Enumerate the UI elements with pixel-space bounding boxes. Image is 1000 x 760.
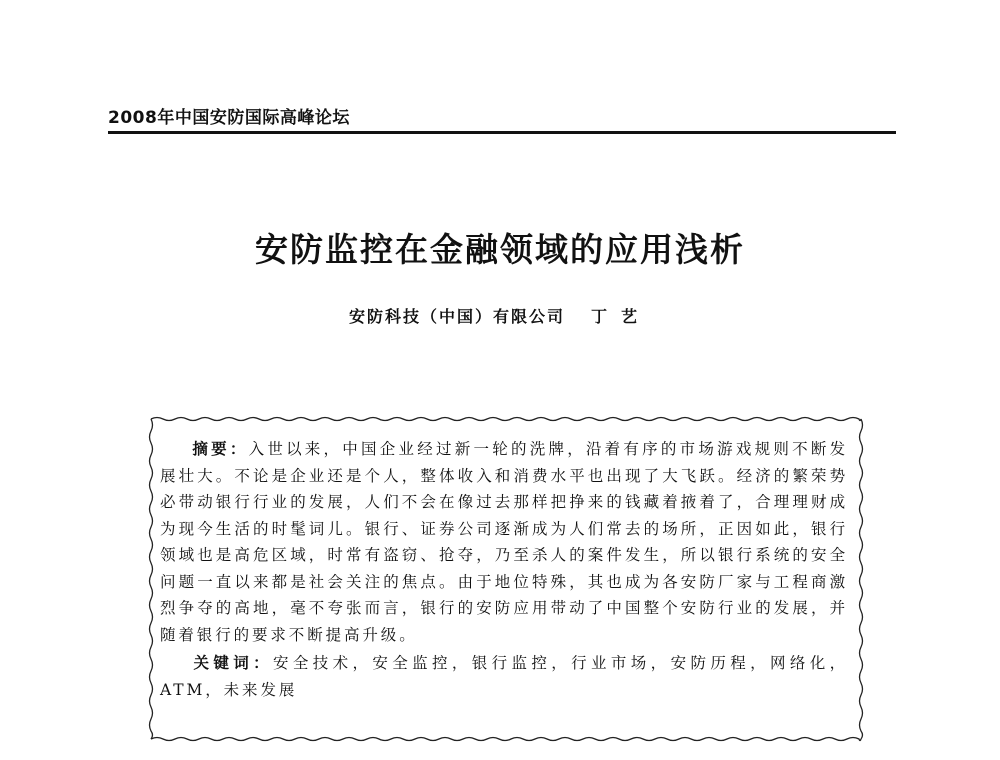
keywords-paragraph	[160, 650, 848, 703]
keywords-label: 关键词：	[192, 654, 273, 672]
author-name: 丁艺	[591, 307, 652, 326]
abstract-label: 摘要：	[192, 440, 249, 458]
abstract-box	[160, 436, 848, 703]
abstract-paragraph	[160, 436, 848, 648]
abstract-body: 入世以来，中国企业经过新一轮的洗牌，沿着有序的市场游戏规则不断发展壮大。不论是企业还是个人，整体收入和消费水平也出现了大飞跃。经济的繁荣势必带动银行行业的发展，人们不会在像过去那样把挣来的钱藏着掖着了，合理理财成为现今生活的时髦词儿。银行、证券公司逐渐成为人们常去的场所，正因如此，银行领域也是高危区域，时常有盗窃、抢夺，乃至杀人的案件发生，所以银行系统的安全问题一直以来都是社会关注的焦点。由于地位特殊，其也成为各安防厂家与工程商激烈争夺的高地，毫不夸张而言，银行的安防应用带动了中国整个安防行业的发展，并随着银行的要求不断提高升级。	[160, 440, 848, 644]
forum-header-title: 2008年中国安防国际高峰论坛	[108, 108, 350, 128]
affiliation: 安防科技（中国）有限公司	[348, 307, 565, 326]
keywords-body: 安全技术，安全监控，银行监控，行业市场，安防历程，网络化，ATM，未来发展	[160, 654, 848, 699]
paper-author-line	[0, 304, 1000, 327]
paper-title: 安防监控在金融领域的应用浅析	[255, 230, 745, 269]
header-rule	[108, 131, 896, 134]
